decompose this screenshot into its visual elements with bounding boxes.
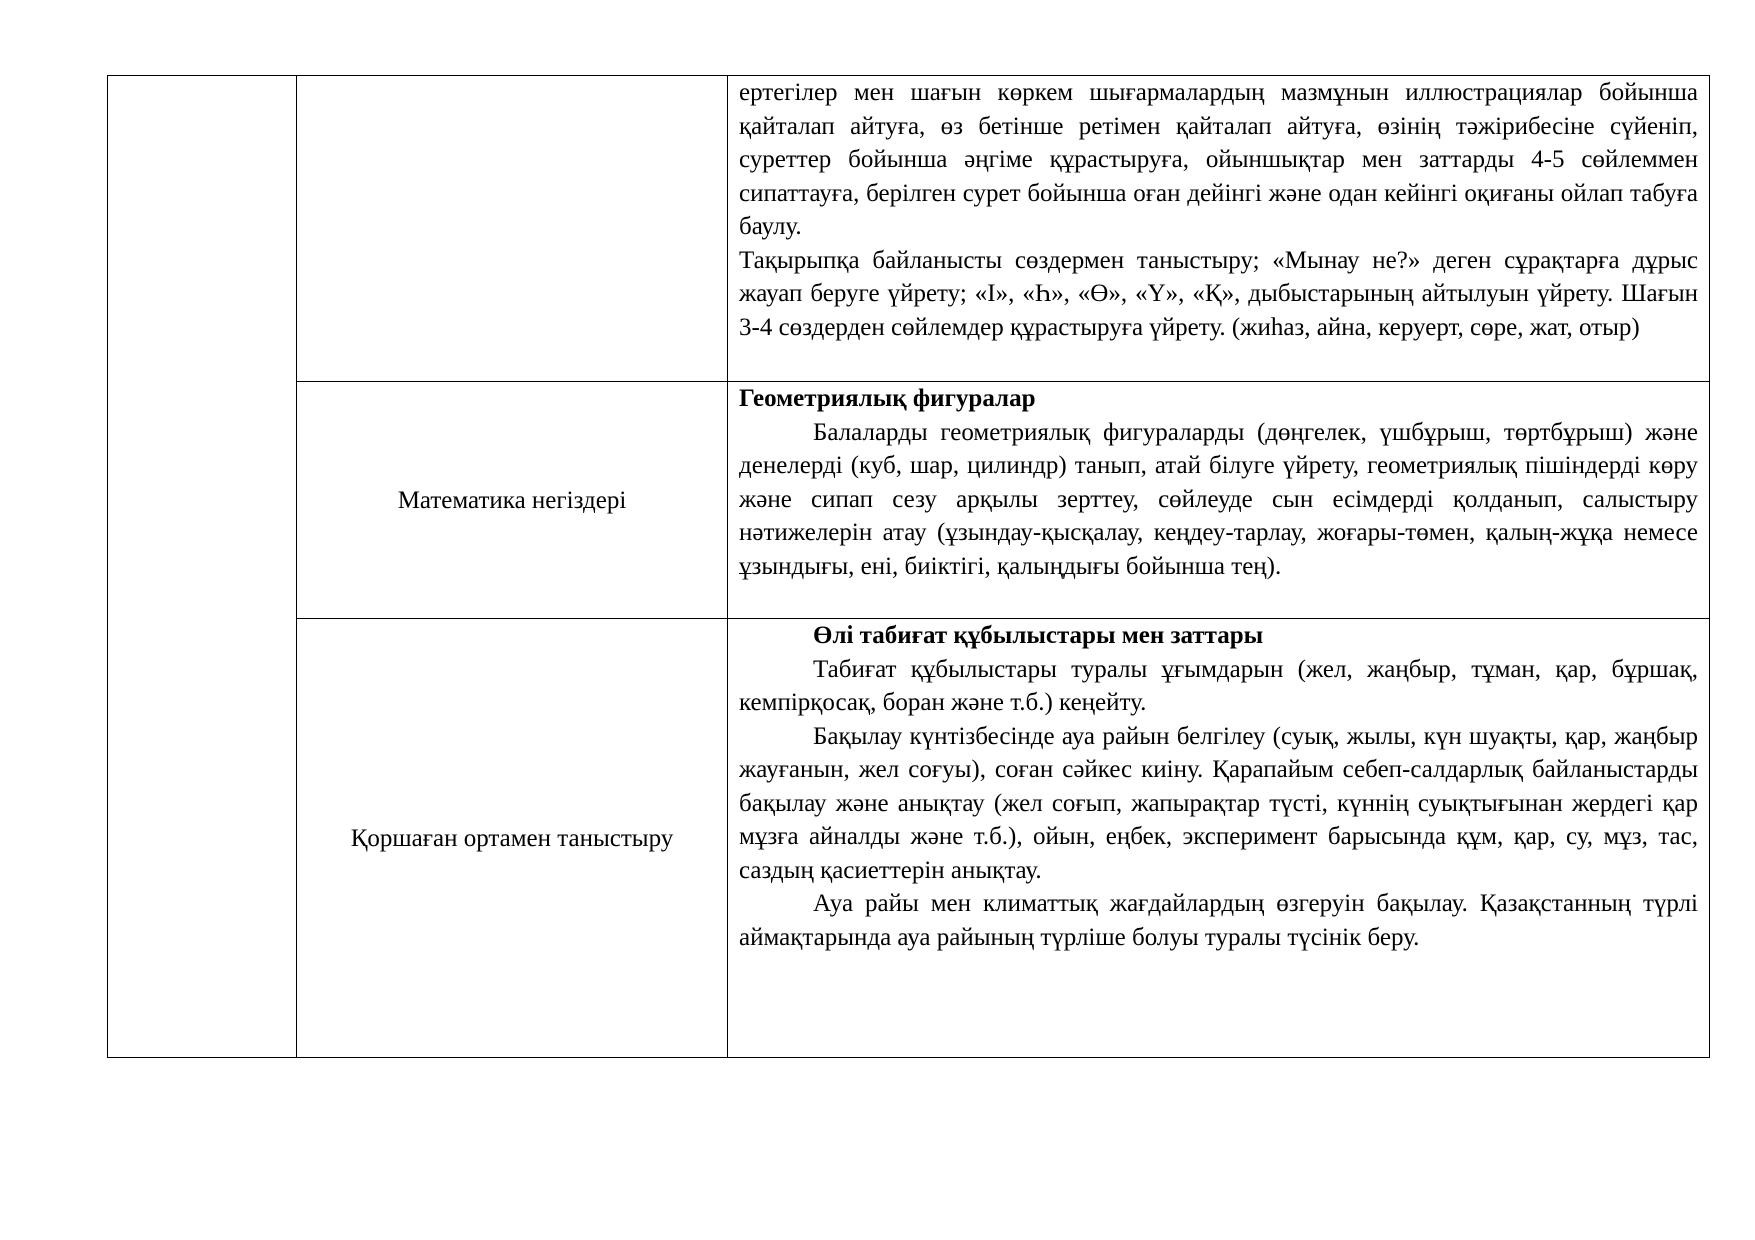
paragraph: Табиғат құбылыстары туралы ұғымдарын (жел, жаңбыр, тұман, қар, бұршақ, кемпірқосақ, боран және т.б.) кеңейту.: [739, 655, 1698, 716]
paragraph: Балаларды геометриялық фигураларды (дөңгелек, үшбұрыш, төртбұрыш) және денелерді (куб, шар, цилиндр) танып, атай білуге үйрету, геометриялық пішіндерді көру және сипап сезу арқылы зерттеу, сөйлеуде сын есімдерді қолданып, салыстыру нәтижелерін атау (ұзындау-қысқалау, кеңдеу-тарлау, жоғары-төмен, қалың-жұқа немесе ұзындығы, ені, биіктігі, қалыңдығы бойынша тең).: [739, 418, 1698, 580]
section-heading: Геометриялық фигуралар: [739, 385, 1036, 412]
paragraph: Бақылау күнтізбесінде ауа райын белгілеу (суық, жылы, күн шуақты, қар, жаңбыр жауғанын, жел соғуы), соған сәйкес киіну. Қарапайым себеп-салдарлық байланыстарды бақылау және анықтау (жел соғып, жапырақтар түсті, күннің суықтығынан жердегі қар мұзға айналды және т.б.), ойын, еңбек, эксперимент барысында құм, қар, су, мұз, тас, саздың қасиеттерін анықтау.: [739, 722, 1698, 884]
subject-cell: [297, 619, 728, 1058]
content-cell: [728, 619, 1710, 1058]
subject-cell: [297, 382, 728, 619]
paragraph: Тақырыпқа байланысты сөздермен таныстыру; «Мынау не?» деген сұрақтарға дұрыс жауап беруге үйрету; «І», «Һ», «Ө», «Ү», «Қ», дыбыстарының айтылуын үйрету. Шағын 3-4 сөздерден сөйлемдер құрастыруға үйрету. (жиhаз, айна, керуерт, сөре, жат, отыр): [739, 246, 1698, 341]
curriculum-table: [107, 75, 1710, 1058]
paragraph: Ауа райы мен климаттық жағдайлардың өзгеруін бақылау. Қазақстанның түрлі аймақтарында ауа райының түрліше болуы туралы түсінік беру.: [739, 890, 1698, 951]
subject-cell: [297, 76, 728, 382]
table-row: [108, 619, 1710, 1058]
empty-cell: [108, 76, 297, 1058]
table-row: [108, 76, 1710, 382]
subject-label: Математика негіздері: [397, 486, 627, 514]
paragraph: ертегілер мен шағын көркем шығармалардың мазмұнын иллюстрациялар бойынша қайталап айтуға, өз бетінше ретімен қайталап айтуға, өзінің тәжірибесіне сүйеніп, суреттер бойынша әңгіме құрастыруға, ойыншықтар мен заттарды 4-5 сөйлеммен сипаттауға, берілген сурет бойынша оған дейінгі және одан кейінгі оқиғаны ойлап табуға баулу.: [739, 79, 1698, 240]
content-cell: [728, 382, 1710, 619]
content-cell: [728, 76, 1710, 382]
section-heading: Өлі табиғат құбылыстары мен заттары: [813, 622, 1264, 649]
table-row: [108, 382, 1710, 619]
subject-label: Қоршаған ортамен таныстыру: [350, 824, 674, 852]
